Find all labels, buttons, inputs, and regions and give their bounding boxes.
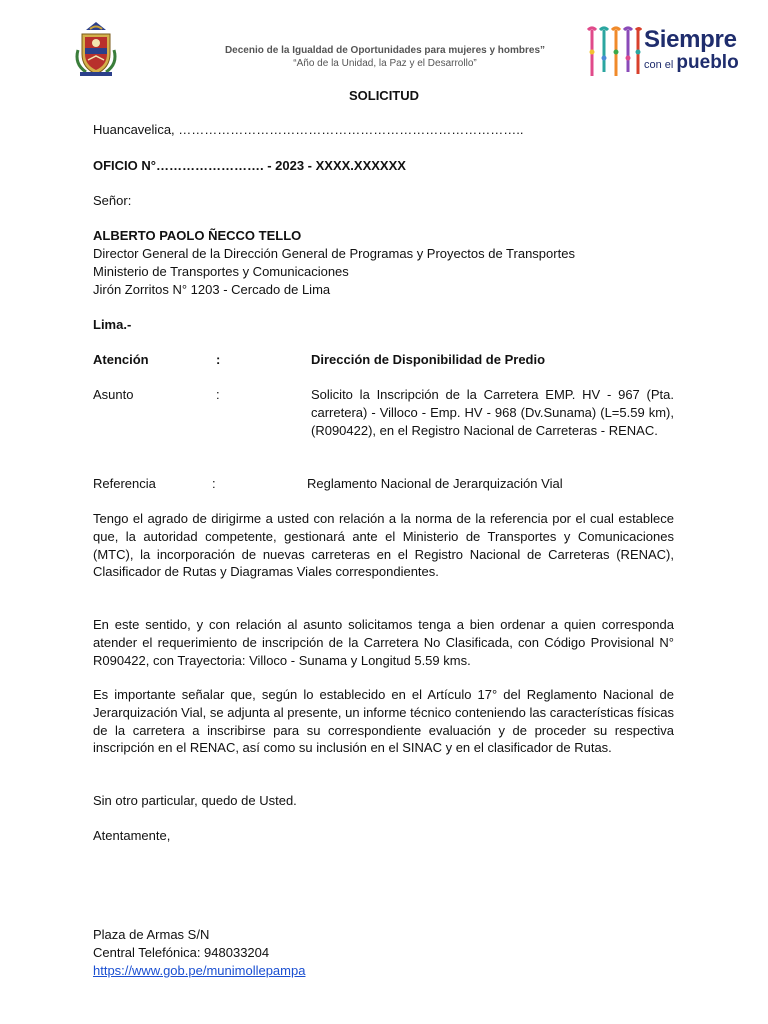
body-paragraph-1: Tengo el agrado de dirigirme a usted con relación a la norma de la referencia por el cual establece que, la autoridad competente, gestionará ante el Ministerio de Transportes y Comunicaciones (MTC), la incorporación de nuevas carreteras en el Registro Nacional de Carreteras (RENAC), Clasificador de Rutas y Diagramas Viales correspondientes. [93,511,674,580]
referencia-label: Referencia [93,476,156,491]
asunto-value: Solicito la Inscripción de la Carretera EMP. HV - 967 (Pta. carretera) - Villoco - Emp. HV - 968 (Dv.Sunama) (L=5.59 km), (R090422), en el Registro Nacional de Carreteras - RENAC. [311,387,674,438]
brand-siempre: Siempre [644,26,737,53]
atencion-value: Dirección de Disponibilidad de Predio [311,352,546,367]
referencia-colon: : [212,476,216,491]
body-paragraph-2: En este sentido, y con relación al asunto solicitamos tenga a bien ordenar a quien corresponda atender el requerimiento de inscripción de la Carretera No Clasificada, con Código Provisional N° R090422, con Trayectoria: Villoco - Sunama y Longitud 5.59 kms. [93,617,674,668]
document-title: SOLICITUD [348,88,420,103]
atencion-label: Atención [93,352,149,367]
footer-phone: Central Telefónica: 948033204 [93,945,270,960]
brand-con-el-pueblo [644,52,739,74]
farewell-line: Atentamente, [93,828,171,843]
city-line: Lima.- [93,317,132,332]
brand-con-el: con el [644,59,674,71]
place-date-line: Huancavelica, …………………………………………………………………….. [93,122,524,137]
brand-pueblo: pueblo [676,52,739,73]
decenio-motto: Decenio de la Igualdad de Oportunidades para mujeres y hombres” [224,45,546,56]
recipient-position: Director General de la Dirección General de Programas y Proyectos de Transportes [93,246,575,261]
closing-line: Sin otro particular, quedo de Usted. [93,793,297,808]
oficio-number: OFICIO N°……………………. - 2023 - XXXX.XXXXXX [93,158,406,173]
atencion-colon: : [216,352,221,367]
salutation: Señor: [93,193,132,208]
footer-website-link[interactable]: https://www.gob.pe/munimollepampa [93,963,306,978]
asunto-colon: : [216,387,220,402]
recipient-address: Jirón Zorritos N° 1203 - Cercado de Lima [93,282,331,297]
municipal-crest-icon [72,20,120,78]
referencia-value: Reglamento Nacional de Jerarquización Vial [307,476,563,491]
siempre-con-el-pueblo-logo [586,22,746,82]
colored-figures-icon [586,22,642,82]
recipient-ministry: Ministerio de Transportes y Comunicaciones [93,264,349,279]
body-paragraph-3: Es importante señalar que, según lo establecido en el Artículo 17° del Reglamento Nacional de Jerarquización Vial, se adjunta al presente, un informe técnico conteniendo las características físicas de la carretera a inscribirse para su correspondiente evaluación y de proceder su respectiva inscripción en el RENAC, así como su inclusión en el SINAC y en el clasificador de Rutas. [93,687,674,756]
footer-address: Plaza de Armas S/N [93,927,210,942]
year-motto: “Año de la Unidad, la Paz y el Desarrollo” [293,58,477,69]
recipient-name: ALBERTO PAOLO ÑECCO TELLO [93,228,302,243]
asunto-label: Asunto [93,387,134,402]
